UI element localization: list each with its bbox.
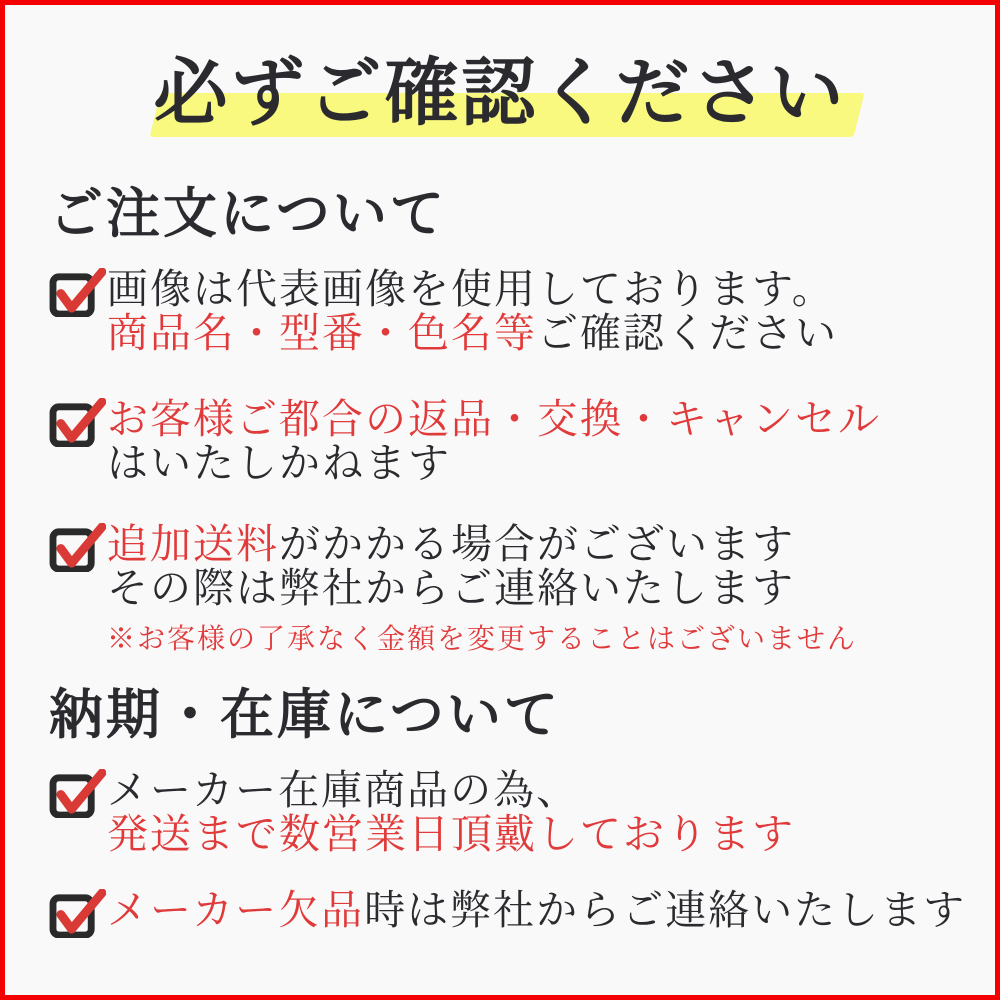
text-line [107,397,881,441]
text-segment: がかかる場合がございます [279,521,795,567]
text-segment: その際は弊社からご連絡いたします [107,565,795,611]
text-line [107,812,795,856]
text-segment: メーカー在庫商品の為、 [107,767,580,813]
text-segment: 画像は代表画像を使用しております。 [107,266,835,312]
checklist-item-text [107,888,966,932]
checkbox-checked-icon [49,268,107,317]
page-title: 必ずご確認ください [153,53,847,135]
text-segment: 時は弊社からご連絡いたします [364,887,967,933]
text-segment-emphasis: 追加送料 [107,521,279,567]
page-header [5,51,995,137]
text-line [107,566,857,610]
checklist-item-text [107,267,838,355]
section-heading-delivery-stock: 納期・在庫について [49,685,561,745]
text-line [107,267,838,311]
checklist-item-text [107,397,881,485]
text-line [107,441,881,485]
content [5,184,995,938]
checkbox-checked-icon [49,523,107,572]
checkbox-checked-icon [49,769,107,818]
checkbox-checked-icon [49,889,107,938]
text-segment-emphasis: メーカー欠品 [107,887,365,933]
text-line [107,311,838,355]
checklist-item-returns [49,397,959,485]
checklist-item-maker-shortage [49,887,967,938]
checklist-item-maker-stock [49,768,959,856]
section-heading-orders: ご注文について [49,184,447,244]
text-segment: はいたしかねます [107,440,451,486]
text-segment: ご確認ください [537,310,838,356]
checklist-item-representative-image [49,267,959,355]
text-segment-emphasis: 商品名・型番・色名等 [107,310,537,356]
text-line [107,768,795,812]
checkbox-checked-icon [49,398,107,447]
price-change-note: ※お客様の了承なく金額を変更することはございません [107,624,858,655]
text-segment-emphasis: お客様ご都合の返品・交換・キャンセル [107,396,881,442]
text-line [107,522,857,566]
checklist-item-text [107,522,857,656]
text-segment-emphasis: 発送まで数営業日頂戴しております [107,811,795,857]
checklist-item-extra-shipping [49,522,959,656]
text-line [107,888,966,932]
checklist-item-text [107,768,795,856]
